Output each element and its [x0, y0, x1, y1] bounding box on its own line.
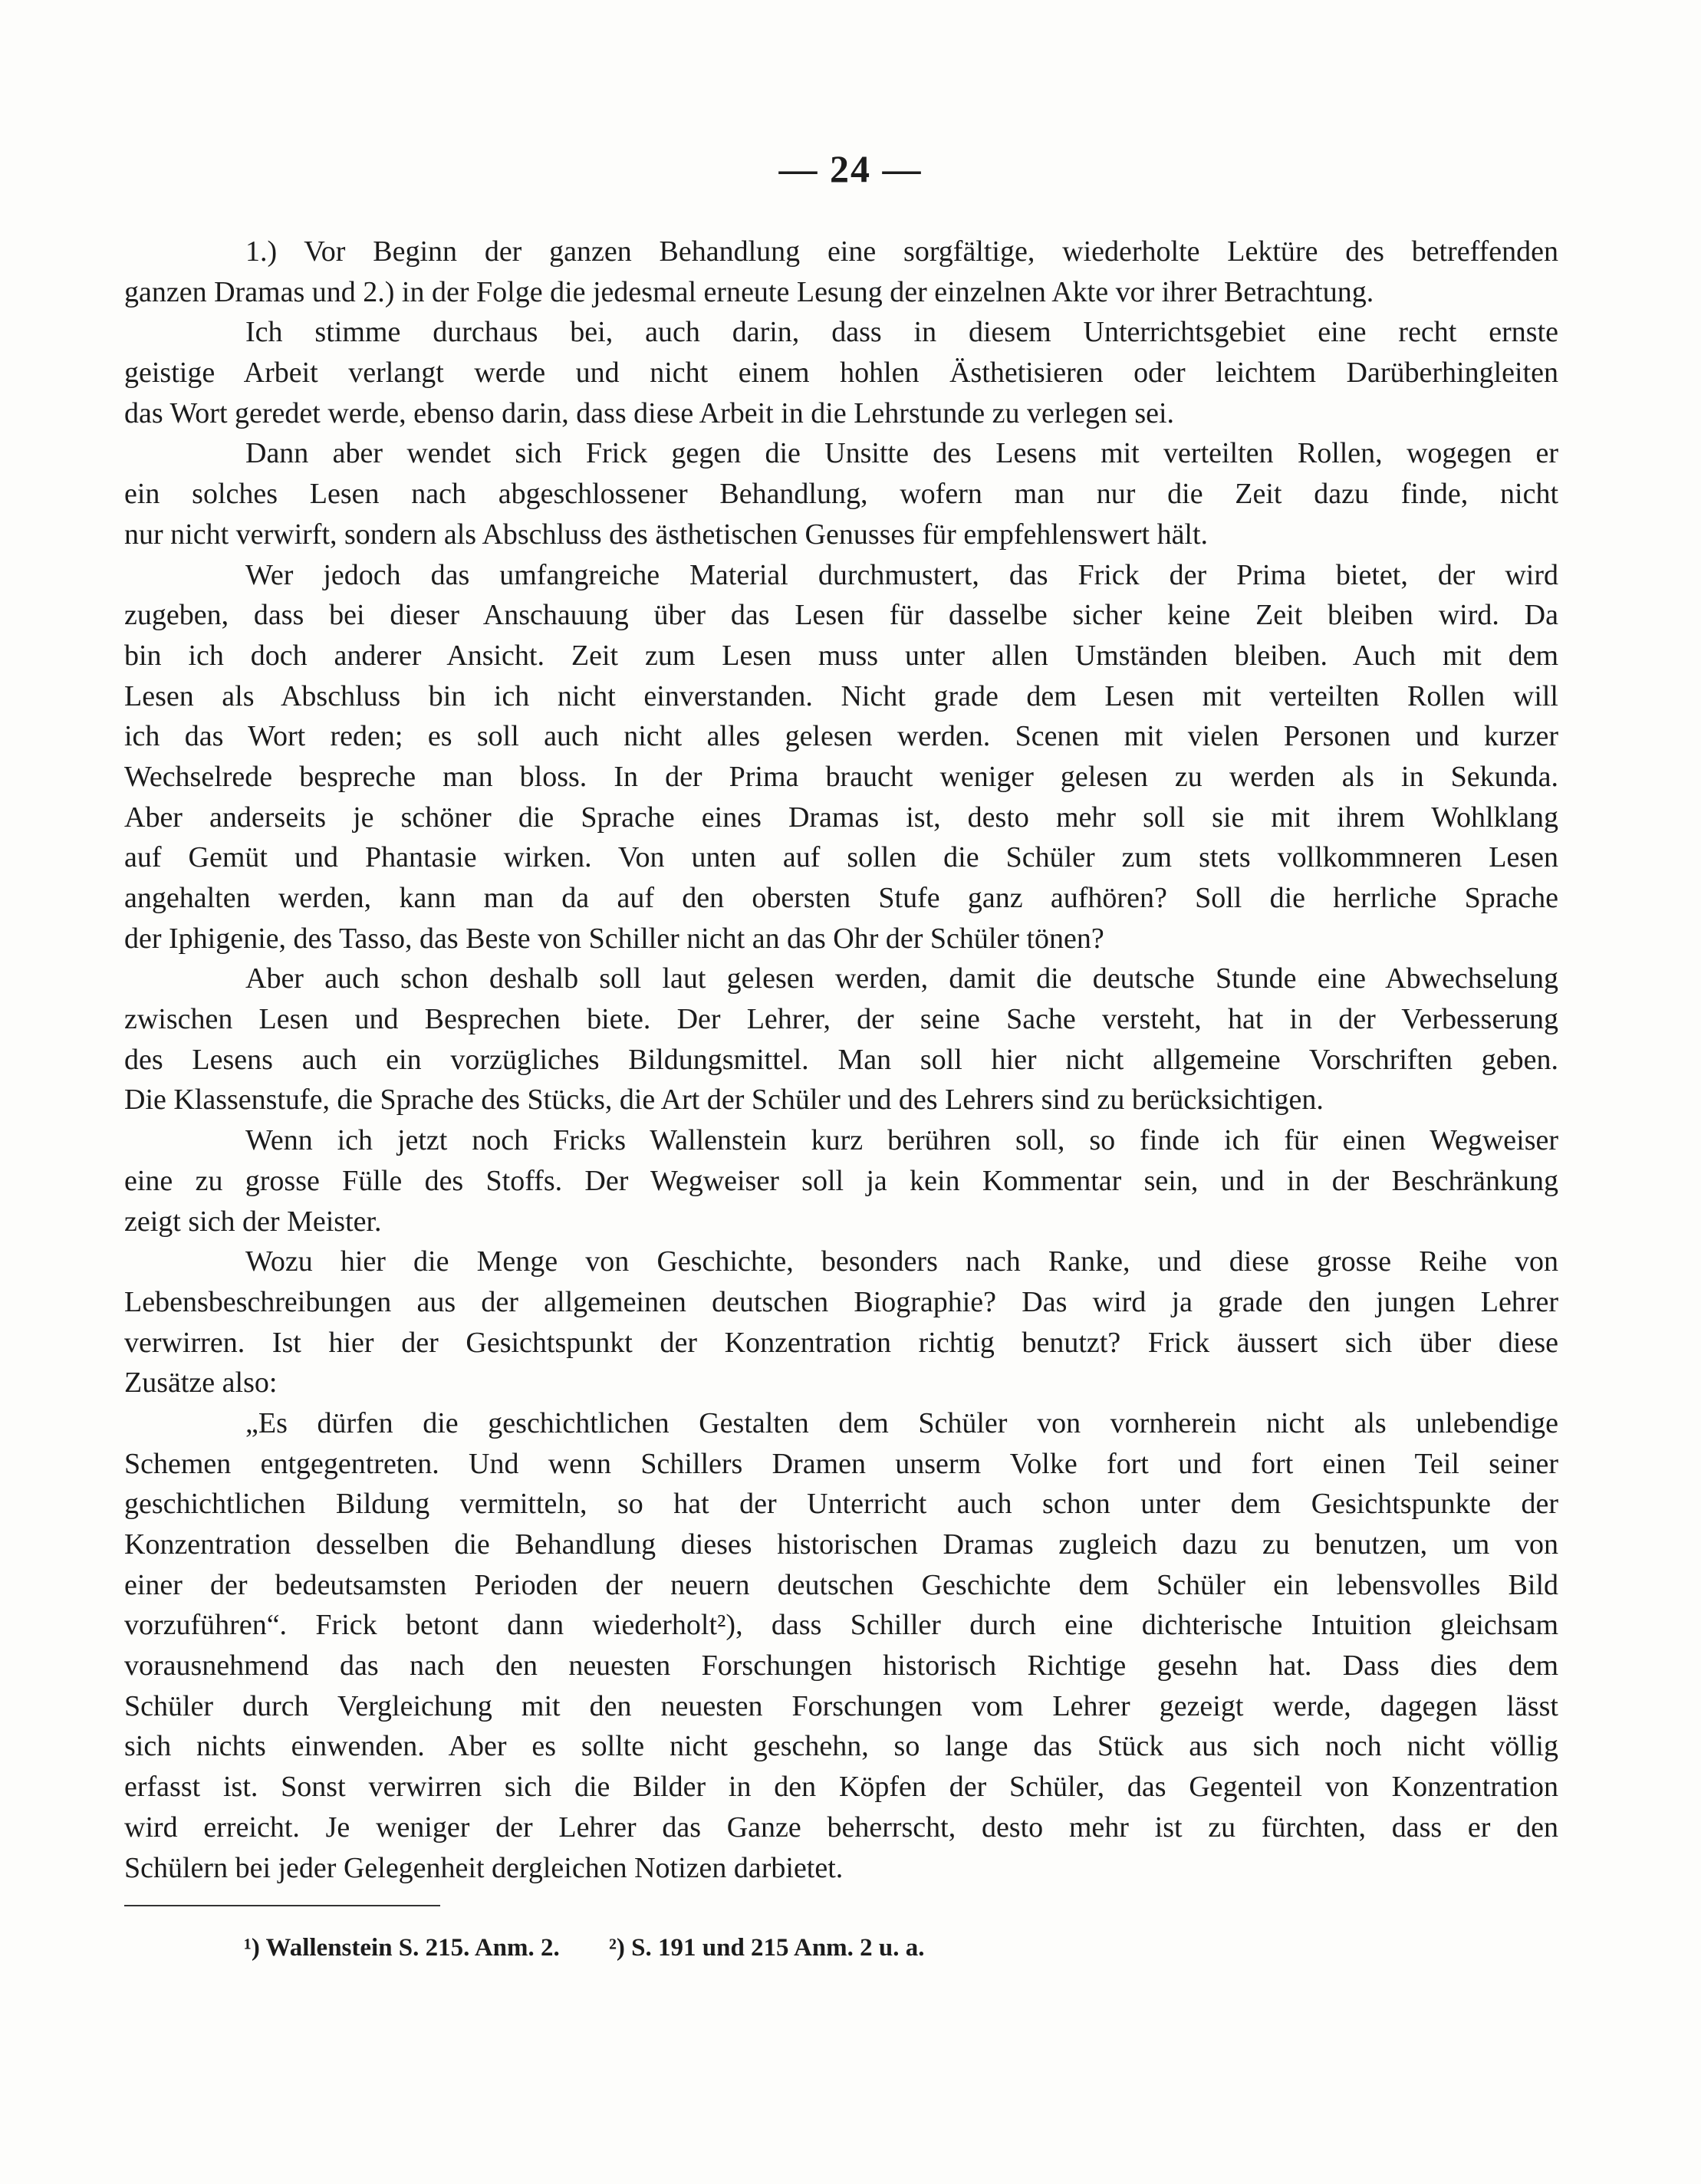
text-line: Wer jedoch das umfangreiche Material durchmustert, das Frick der Prima bietet, der wird — [245, 558, 1558, 591]
text-line: geistige Arbeit verlangt werde und nicht einem hohlen Ästhetisieren oder leichtem Darüberhingleiten — [124, 357, 1558, 390]
text-line: vorzuführen“. Frick betont dann wiederholt²), dass Schiller durch eine dichterische Intuition gleichsam — [124, 1609, 1558, 1642]
text-line: erfasst ist. Sonst verwirren sich die Bilder in den Köpfen der Schüler, das Gegenteil von Konzentration — [124, 1771, 1558, 1804]
text-line: Schemen entgegentreten. Und wenn Schillers Dramen unserm Volke fort und fort einen Teil seiner — [124, 1447, 1558, 1480]
text-line: sich nichts einwenden. Aber es sollte nicht geschehn, so lange das Stück aus sich noch nicht völlig — [124, 1730, 1558, 1763]
text-line: wird erreicht. Je weniger der Lehrer das Ganze beherrscht, desto mehr ist zu fürchten, dass er den — [124, 1811, 1558, 1844]
text-line: eine zu grosse Fülle des Stoffs. Der Wegweiser soll ja kein Kommentar sein, und in der Beschränkung — [124, 1164, 1558, 1197]
text-line: Schülern bei jeder Gelegenheit dergleichen Notizen darbietet. — [124, 1851, 844, 1884]
text-line: verwirren. Ist hier der Gesichtspunkt der Konzentration richtig benutzt? Frick äussert sich über diese — [124, 1326, 1558, 1359]
text-line: ein solches Lesen nach abgeschlossener Behandlung, wofern man nur die Zeit dazu finde, nicht — [124, 478, 1558, 511]
footnote-divider — [124, 1905, 440, 1906]
text-line: einer der bedeutsamsten Perioden der neuern deutschen Geschichte dem Schüler ein lebensvolles Bild — [124, 1568, 1558, 1601]
text-line: 1.) Vor Beginn der ganzen Behandlung eine sorgfältige, wiederholte Lektüre des betreffenden — [245, 235, 1558, 268]
text-line: Wenn ich jetzt noch Fricks Wallenstein kurz berühren soll, so finde ich für einen Wegweiser — [245, 1124, 1558, 1157]
text-line: zwischen Lesen und Besprechen biete. Der Lehrer, der seine Sache versteht, hat in der Verbesserung — [124, 1003, 1558, 1036]
text-line: ganzen Dramas und 2.) in der Folge die jedesmal erneute Lesung der einzelnen Akte vor ihrer Betrachtung. — [124, 275, 1374, 308]
text-line: das Wort geredet werde, ebenso darin, dass diese Arbeit in die Lehrstunde zu verlegen sei. — [124, 396, 1175, 429]
text-line: „Es dürfen die geschichtlichen Gestalten dem Schüler von vornherein nicht als unlebendige — [245, 1406, 1558, 1439]
body-text — [124, 232, 1558, 1888]
page-number: — 24 — — [778, 147, 923, 190]
text-line: Schüler durch Vergleichung mit den neuesten Forschungen vom Lehrer gezeigt werde, dagegen lässt — [124, 1689, 1558, 1722]
text-line: Lebensbeschreibungen aus der allgemeinen deutschen Biographie? Das wird ja grade den jungen Lehrer — [124, 1285, 1558, 1318]
text-line: bin ich doch anderer Ansicht. Zeit zum Lesen muss unter allen Umständen bleiben. Auch mit dem — [124, 639, 1558, 672]
text-line: Dann aber wendet sich Frick gegen die Unsitte des Lesens mit verteilten Rollen, wogegen er — [245, 437, 1558, 470]
text-line: Konzentration desselben die Behandlung dieses historischen Dramas zugleich dazu zu benutzen, um von — [124, 1528, 1558, 1561]
text-line: Aber auch schon deshalb soll laut gelesen werden, damit die deutsche Stunde eine Abwechselung — [245, 962, 1558, 995]
text-line: zeigt sich der Meister. — [124, 1205, 382, 1238]
text-line: angehalten werden, kann man da auf den obersten Stufe ganz aufhören? Soll die herrliche Sprache — [124, 882, 1558, 914]
text-line: geschichtlichen Bildung vermitteln, so hat der Unterricht auch schon unter dem Gesichtspunkte der — [124, 1488, 1558, 1521]
text-line: Zusätze also: — [124, 1367, 278, 1400]
text-line: Die Klassenstufe, die Sprache des Stücks, die Art der Schüler und des Lehrers sind zu berücksichtigen. — [124, 1084, 1324, 1117]
text-line: Wozu hier die Menge von Geschichte, besonders nach Ranke, und diese grosse Reihe von — [245, 1245, 1558, 1278]
text-line: auf Gemüt und Phantasie wirken. Von unten auf sollen die Schüler zum stets vollkommneren Lesen — [124, 841, 1558, 874]
text-line: ich das Wort reden; es soll auch nicht alles gelesen werden. Scenen mit vielen Personen und kurzer — [124, 720, 1558, 753]
footnote-2: ²) S. 191 und 215 Anm. 2 u. a. — [609, 1934, 925, 1962]
text-line: Lesen als Abschluss bin ich nicht einverstanden. Nicht grade dem Lesen mit verteilten Rollen will — [124, 679, 1558, 712]
text-line: nur nicht verwirft, sondern als Abschluss des ästhetischen Genusses für empfehlenswert hält. — [124, 518, 1209, 551]
text-line: Ich stimme durchaus bei, auch darin, dass in diesem Unterrichtsgebiet eine recht ernste — [245, 316, 1558, 349]
footnote-1: ¹) Wallenstein S. 215. Anm. 2. — [244, 1934, 560, 1962]
text-line: Wechselrede bespreche man bloss. In der Prima braucht weniger gelesen zu werden als in Sekunda. — [124, 760, 1558, 793]
text-line: der Iphigenie, des Tasso, das Beste von Schiller nicht an das Ohr der Schüler tönen? — [124, 922, 1104, 955]
text-line: Aber anderseits je schöner die Sprache eines Dramas ist, desto mehr soll sie mit ihrem Wohlklang — [124, 801, 1558, 834]
text-line: zugeben, dass bei dieser Anschauung über das Lesen für dasselbe sicher keine Zeit bleiben wird. Da — [124, 599, 1558, 632]
footnotes — [244, 1931, 968, 1965]
text-line: des Lesens auch ein vorzügliches Bildungsmittel. Man soll hier nicht allgemeine Vorschriften geben. — [124, 1043, 1558, 1076]
text-line: vorausnehmend das nach den neuesten Forschungen historisch Richtige gesehn hat. Dass dies dem — [124, 1650, 1558, 1682]
